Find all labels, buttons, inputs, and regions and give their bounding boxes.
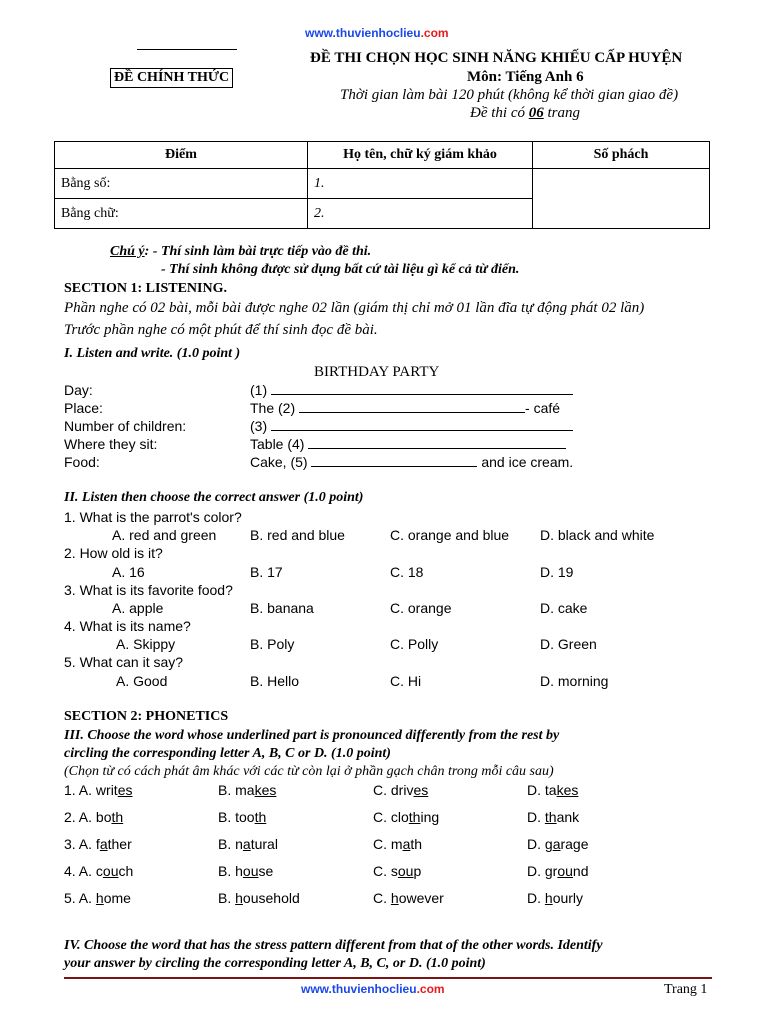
underlined-sound: h xyxy=(95,890,104,906)
grade-header-code: Số phách xyxy=(533,142,710,169)
option-4d[interactable]: D. Green xyxy=(540,636,597,652)
phonetics-option-3c[interactable] xyxy=(373,836,422,852)
header-short-rule xyxy=(137,49,237,50)
question-1: 1. What is the parrot's color? xyxy=(64,509,242,525)
grade-header-score: Điểm xyxy=(55,142,308,169)
part1-title: I. Listen and write. (1.0 point ) xyxy=(64,346,241,361)
option-1c[interactable]: C. orange and blue xyxy=(390,527,510,543)
grade-code-cell xyxy=(533,169,710,229)
option-5d[interactable]: D. morning xyxy=(540,673,609,689)
phonetics-option-2a[interactable] xyxy=(64,809,123,825)
footer-rule xyxy=(64,977,712,979)
part4-title-2: your answer by circling the corresponding letter A, B, C, or D. (1.0 point) xyxy=(64,956,486,971)
word-part: D. xyxy=(527,809,545,825)
field-seat-prefix: Table (4) xyxy=(250,436,305,452)
phonetics-option-1b[interactable] xyxy=(218,782,276,798)
grade-score-number: Bằng số: xyxy=(55,169,308,199)
option-3c[interactable]: C. orange xyxy=(390,600,452,616)
official-label: ĐỀ CHÍNH THỨC xyxy=(110,68,233,88)
part3-title-1: III. Choose the word whose underlined part is pronounced differently from the rest by xyxy=(64,728,560,743)
field-children xyxy=(250,418,573,434)
underlined-sound: th xyxy=(408,809,421,825)
word-part: B. ma xyxy=(218,782,255,798)
word-part: ourly xyxy=(552,890,584,906)
header-url-tld: .com xyxy=(420,26,449,40)
question-2: 2. How old is it? xyxy=(64,545,163,561)
phonetics-option-1c[interactable] xyxy=(373,782,428,798)
word-part: ome xyxy=(103,890,131,906)
phonetics-option-1a[interactable] xyxy=(64,782,133,798)
phonetics-option-3a[interactable] xyxy=(64,836,132,852)
grade-header-examiner: Họ tên, chữ ký giám khảo xyxy=(308,142,533,169)
field-children-prefix: (3) xyxy=(250,418,268,434)
section1-intro-2: Trước phần nghe có một phút để thí sinh đọc đề bài. xyxy=(64,322,378,338)
option-2b[interactable]: B. 17 xyxy=(250,564,283,580)
answer-blank-2[interactable] xyxy=(299,401,525,413)
word-part: nd xyxy=(572,863,589,879)
word-part: D. gr xyxy=(527,863,558,879)
underlined-sound: a xyxy=(552,836,561,852)
pages-prefix: Đề thi có xyxy=(470,105,529,121)
answer-blank-5[interactable] xyxy=(311,455,477,467)
section2-title: SECTION 2: PHONETICS xyxy=(64,709,229,724)
part2-title: II. Listen then choose the correct answer (1.0 point) xyxy=(64,490,364,505)
word-part: rage xyxy=(560,836,589,852)
option-4c[interactable]: C. Polly xyxy=(390,636,439,652)
underlined-sound: es xyxy=(117,782,133,798)
option-1d[interactable]: D. black and white xyxy=(540,527,655,543)
section1-intro-1: Phần nghe có 02 bài, mỗi bài được nghe 02 lần (giám thị chỉ mở 01 lần đĩa tự động phát 02 lần) xyxy=(64,300,645,316)
option-4b[interactable]: B. Poly xyxy=(250,636,295,652)
field-label-food: Food: xyxy=(64,454,100,470)
page-number: Trang 1 xyxy=(664,982,708,997)
underlined-sound: a xyxy=(402,836,411,852)
word-part: B. h xyxy=(218,863,243,879)
phonetics-option-3d[interactable] xyxy=(527,836,589,852)
field-label-place: Place: xyxy=(64,400,103,416)
phonetics-option-4d[interactable] xyxy=(527,863,589,879)
underlined-sound: ou xyxy=(242,863,259,879)
field-label-seat: Where they sit: xyxy=(64,436,158,452)
header-site-url[interactable] xyxy=(305,26,449,40)
word-part: C. s xyxy=(373,863,398,879)
grade-examiner-1: 1. xyxy=(308,169,533,199)
phonetics-option-2d[interactable] xyxy=(527,809,579,825)
note-line-2: - Thí sinh không được sử dụng bất cứ tài liệu gì kể cả từ điển. xyxy=(161,262,520,277)
option-1a[interactable]: A. red and green xyxy=(112,527,217,543)
birthday-party-title: BIRTHDAY PARTY xyxy=(314,364,440,380)
underlined-sound: h xyxy=(235,890,243,906)
word-part: ank xyxy=(556,809,580,825)
phonetics-number: 4. A. xyxy=(64,863,96,879)
phonetics-option-4c[interactable] xyxy=(373,863,421,879)
word-part: D. xyxy=(527,890,545,906)
phonetics-option-5c[interactable] xyxy=(373,890,444,906)
underlined-sound: ou xyxy=(557,863,573,879)
option-5c[interactable]: C. Hi xyxy=(390,673,422,689)
exam-title: ĐỀ THI CHỌN HỌC SINH NĂNG KHIẾU CẤP HUYỆN xyxy=(310,50,683,66)
answer-blank-1[interactable] xyxy=(271,383,573,395)
field-label-children: Number of children: xyxy=(64,418,187,434)
part4-title-1: IV. Choose the word that has the stress pattern different from that of the other words. Identify xyxy=(64,938,603,953)
word-part: D. g xyxy=(527,836,553,852)
pages-suffix: trang xyxy=(543,105,580,121)
option-2c[interactable]: C. 18 xyxy=(390,564,424,580)
footer-url-main: www.thuvienhoclieu xyxy=(301,982,417,996)
underlined-sound: th xyxy=(544,809,557,825)
grade-score-words: Bằng chữ: xyxy=(55,199,308,229)
word-part: C. xyxy=(373,890,391,906)
header-url-main: www.thuvienhoclieu xyxy=(305,26,421,40)
field-day xyxy=(250,382,573,398)
phonetics-option-5b[interactable] xyxy=(218,890,300,906)
phonetics-number: 5. A. xyxy=(64,890,96,906)
answer-blank-3[interactable] xyxy=(271,419,573,431)
field-food-prefix: Cake, (5) xyxy=(250,454,308,470)
question-4: 4. What is its name? xyxy=(64,618,191,634)
field-food-suffix: and ice cream. xyxy=(481,454,574,470)
question-3: 3. What is its favorite food? xyxy=(64,582,233,598)
underlined-sound: kes xyxy=(556,782,579,798)
word-part: ch xyxy=(118,863,134,879)
word-part: B. n xyxy=(218,836,243,852)
word-part: f xyxy=(95,836,100,852)
option-3d[interactable]: D. cake xyxy=(540,600,588,616)
option-2a[interactable]: A. 16 xyxy=(112,564,145,580)
question-5: 5. What can it say? xyxy=(64,654,184,670)
underlined-sound: a xyxy=(99,836,108,852)
underlined-sound: a xyxy=(242,836,251,852)
phonetics-option-5d[interactable] xyxy=(527,890,583,906)
option-1b[interactable]: B. red and blue xyxy=(250,527,345,543)
phonetics-option-4a[interactable] xyxy=(64,863,133,879)
word-part: C. m xyxy=(373,836,403,852)
phonetics-option-4b[interactable] xyxy=(218,863,273,879)
phonetics-option-1d[interactable] xyxy=(527,782,578,798)
phonetics-option-3b[interactable] xyxy=(218,836,278,852)
word-part: ing xyxy=(420,809,440,825)
word-part: ousehold xyxy=(242,890,300,906)
word-part: D. ta xyxy=(527,782,557,798)
word-part: B. too xyxy=(218,809,255,825)
word-part: C. driv xyxy=(373,782,414,798)
option-3b[interactable]: B. banana xyxy=(250,600,314,616)
note-label: Chú ý xyxy=(110,244,145,259)
underlined-sound: h xyxy=(390,890,399,906)
phonetics-option-2b[interactable] xyxy=(218,809,266,825)
field-place xyxy=(250,400,560,416)
word-part: th xyxy=(410,836,423,852)
answer-blank-4[interactable] xyxy=(308,437,566,449)
part3-title-2: circling the corresponding letter A, B, C or D. (1.0 point) xyxy=(64,746,391,761)
page-count-line xyxy=(470,105,580,122)
field-food xyxy=(250,454,573,470)
option-4a[interactable]: A. Skippy xyxy=(116,636,176,652)
underlined-sound: ou xyxy=(397,863,414,879)
word-part: C. clo xyxy=(373,809,409,825)
option-2d[interactable]: D. 19 xyxy=(540,564,574,580)
grade-examiner-2: 2. xyxy=(308,199,533,229)
pages-count: 06 xyxy=(528,105,544,121)
phonetics-option-5a[interactable] xyxy=(64,890,131,906)
phonetics-option-2c[interactable] xyxy=(373,809,439,825)
duration: Thời gian làm bài 120 phút (không kể thời gian giao đề) xyxy=(340,87,679,103)
underlined-sound: ou xyxy=(102,863,119,879)
word-part: owever xyxy=(398,890,444,906)
footer-url-tld: .com xyxy=(416,982,445,996)
underlined-sound: kes xyxy=(254,782,277,798)
word-part: p xyxy=(413,863,422,879)
underlined-sound: th xyxy=(254,809,267,825)
underlined-sound: es xyxy=(413,782,429,798)
note-text-1: : - Thí sinh làm bài trực tiếp vào đề thi. xyxy=(144,244,372,259)
word-part: tural xyxy=(250,836,278,852)
word-part: B. xyxy=(218,890,236,906)
field-place-suffix: - café xyxy=(525,400,561,416)
field-place-prefix: The (2) xyxy=(250,400,296,416)
option-5b[interactable]: B. Hello xyxy=(250,673,300,689)
underlined-sound: h xyxy=(544,890,553,906)
subject-label: Môn: Tiếng Anh 6 xyxy=(467,69,584,85)
word-part: ther xyxy=(107,836,132,852)
word-part: writ xyxy=(95,782,118,798)
field-label-day: Day: xyxy=(64,382,93,398)
word-part: se xyxy=(258,863,274,879)
field-seat xyxy=(250,436,566,452)
section1-title: SECTION 1: LISTENING. xyxy=(64,281,227,296)
field-day-prefix: (1) xyxy=(250,382,268,398)
footer-site-url[interactable] xyxy=(301,982,445,996)
word-part: c xyxy=(95,863,103,879)
phonetics-number: 3. A. xyxy=(64,836,96,852)
grade-table xyxy=(54,141,710,229)
option-3a[interactable]: A. apple xyxy=(112,600,164,616)
word-part: bo xyxy=(95,809,112,825)
phonetics-number: 1. A. xyxy=(64,782,96,798)
part3-vietnamese: (Chọn từ có cách phát âm khác với các từ còn lại ở phần gạch chân trong mỗi câu sau) xyxy=(64,764,554,779)
phonetics-number: 2. A. xyxy=(64,809,96,825)
note-line-1 xyxy=(110,244,371,260)
underlined-sound: th xyxy=(111,809,124,825)
option-5a[interactable]: A. Good xyxy=(116,673,168,689)
